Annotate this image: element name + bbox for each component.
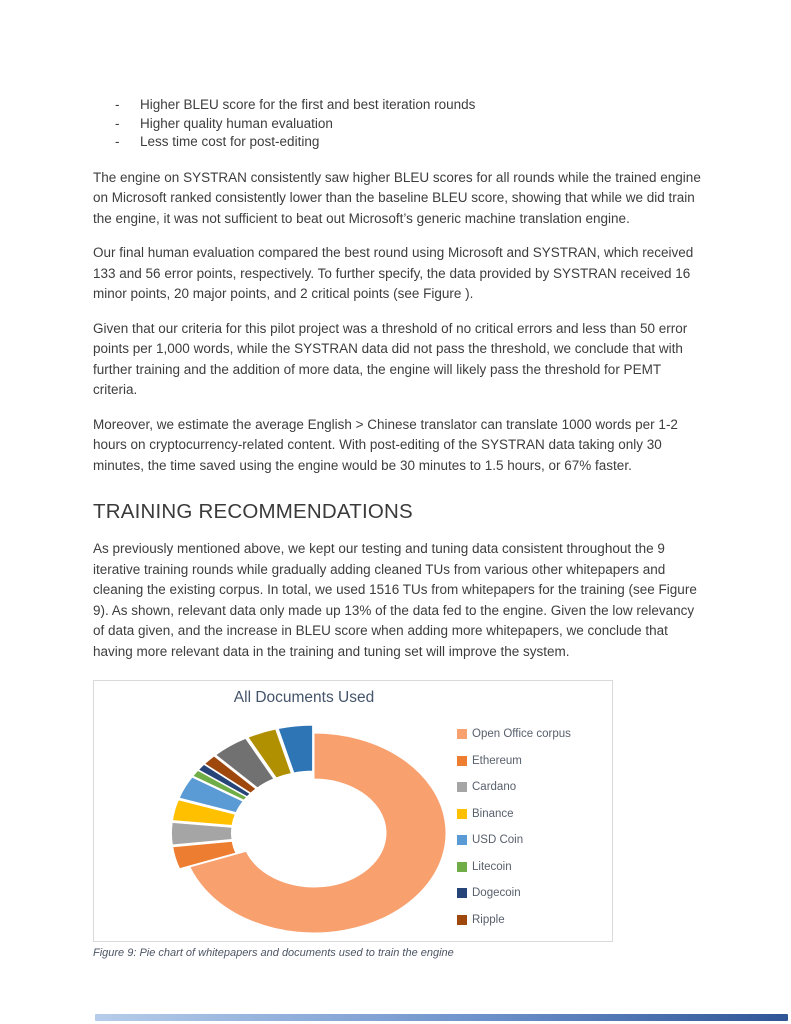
paragraph-bleu-results: The engine on SYSTRAN consistently saw higher BLEU scores for all rounds while the trained engine on Microsoft ranked consistently lower than the baseline BLEU score, showing that while we did train the engine, it was not sufficient to beat out Microsoft’s generic machine translation engine. [93, 169, 701, 226]
bullet-text: Higher BLEU score for the first and best iteration rounds [140, 97, 476, 112]
legend-label: Ripple [472, 913, 505, 926]
legend-item [457, 721, 607, 748]
paragraph-training-data: As previously mentioned above, we kept our testing and tuning data consistent throughout the 9 iterative training rounds while gradually adding cleaned TUs from various other whitepapers and cleaning the existing corpus. In total, we used 1516 TUs from whitepapers for the training (see Figure 9). As shown, relevant data only made up 13% of the data fed to the engine. Given the low relevancy of data given, and the increase in BLEU score when adding more whitepapers, we conclude that having more relevant data in the training and tuning set will improve the system. [93, 541, 697, 659]
legend-swatch [457, 915, 467, 925]
bullet-item [93, 115, 703, 134]
chart-legend [457, 721, 607, 933]
legend-item [457, 880, 607, 907]
paragraph-threshold-criteria: Given that our criteria for this pilot project was a threshold of no critical errors and less than 50 error points per 1,000 words, while the SYSTRAN data did not pass the threshold, we conclude that with further training and the addition of more data, the engine will likely pass the threshold for PEMT criteria. [93, 320, 688, 397]
legend-swatch [457, 756, 467, 766]
chart-title: All Documents Used [233, 689, 375, 706]
legend-item [457, 774, 607, 801]
legend-label: Dogecoin [472, 887, 521, 900]
section-heading-training-recommendations: TRAINING RECOMMENDATIONS [93, 500, 413, 523]
legend-label: Cardano [472, 781, 517, 794]
legend-swatch [457, 862, 467, 872]
legend-label: USD Coin [472, 834, 524, 847]
doughnut-chart[interactable] [93, 680, 613, 942]
legend-swatch [457, 888, 467, 898]
paragraph-time-estimate: Moreover, we estimate the average English > Chinese translator can translate 1000 words per 1-2 hours on cryptocurrency-related content. With post-editing of the SYSTRAN data taking only 30 minutes, the time saved using the engine would be 30 minutes to 1.5 hours, or 67% faster. [93, 416, 678, 473]
legend-item [457, 748, 607, 775]
legend-swatch [457, 729, 467, 739]
paragraph-human-evaluation: Our final human evaluation compared the best round using Microsoft and SYSTRAN, which received 133 and 56 error points, respectively. To further specify, the data provided by SYSTRAN received 16 minor points, 20 major points, and 2 critical points (see Figure ). [93, 245, 694, 301]
doughnut-plot [94, 713, 517, 946]
legend-swatch [457, 782, 467, 792]
legend-label: Ethereum [472, 754, 522, 767]
legend-swatch [457, 835, 467, 845]
bullet-text: Less time cost for post-editing [140, 134, 320, 149]
legend-label: Litecoin [472, 860, 512, 873]
bullet-item [93, 96, 703, 115]
legend-label: Open Office corpus [472, 728, 571, 741]
legend-label: Binance [472, 807, 514, 820]
legend-item [457, 801, 607, 828]
figure-caption: Figure 9: Pie chart of whitepapers and documents used to train the engine [93, 947, 454, 959]
page-footer-decoration-bar [95, 1014, 788, 1021]
doughnut-svg [94, 713, 517, 941]
document-body [93, 96, 703, 959]
bullet-text: Higher quality human evaluation [140, 115, 333, 131]
bullet-marker: - [115, 97, 120, 112]
bullet-item [93, 133, 703, 152]
pie-slice [171, 822, 232, 845]
legend-item [457, 827, 607, 854]
legend-item [457, 907, 607, 934]
legend-item [457, 854, 607, 881]
legend-swatch [457, 809, 467, 819]
bullet-marker: - [115, 115, 120, 131]
bullet-marker: - [115, 134, 120, 149]
bullet-list [93, 96, 703, 152]
